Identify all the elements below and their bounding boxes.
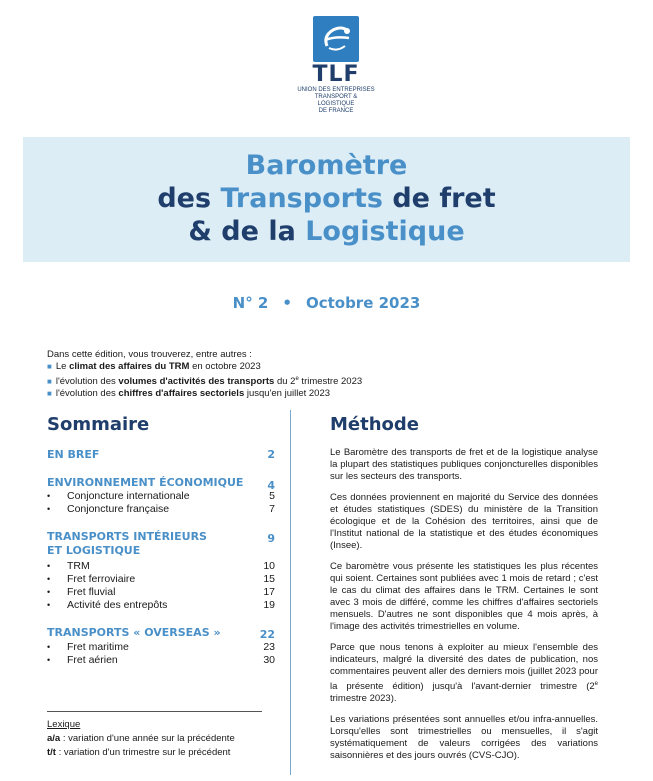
sommaire-column: [47, 414, 275, 666]
toc-section-overseas[interactable]: TRANSPORTS « OVERSEAS » 22: [47, 626, 275, 641]
lexique: [47, 711, 262, 760]
issue-line: [0, 294, 653, 312]
lexique-entry: t/t : variation d'un trimestre sur le précédent: [47, 747, 231, 758]
issue-number: N° 2: [232, 294, 269, 312]
toc-section-transports-interieurs[interactable]: TRANSPORTS INTÉRIEURS ET LOGISTIQUE 9: [47, 530, 275, 557]
column-divider: [290, 410, 291, 775]
square-bullet-icon: ■: [47, 362, 52, 371]
logo-emblem: [313, 16, 359, 62]
toc-item[interactable]: • Fret fluvial 17: [47, 586, 275, 598]
methode-paragraph: Parce que nous tenons à exploiter au mieux l'ensemble des indicateurs, malgré la diversité des dates de publication, nos commentaires peuvent aller des derniers mois (juillet 2023 pour la présente édition) jusqu'à l'avant-dernier trimestre (2e trimestre 2023).: [330, 642, 598, 705]
toc-section-en-bref[interactable]: EN BREF 2: [47, 448, 275, 461]
methode-paragraph: Les variations présentées sont annuelles et/ou infra-annuelles. Lorsqu'elles sont trimestrielles ou mensuelles, il s'agit systématiquement de valeurs corrigées des variations saisonnières et des jours ouvrés (CVS-CJO).: [330, 714, 598, 762]
issue-separator: •: [282, 294, 292, 312]
issue-date: Octobre 2023: [305, 294, 421, 312]
logo-name: TLF: [312, 62, 360, 87]
lexique-title: Lexique: [47, 719, 81, 730]
intro-lead: Dans cette édition, vous trouverez, entre autres :: [47, 349, 252, 360]
methode-paragraph: Ces données proviennent en majorité du Service des données et études statistiques (SDES) du ministère de la Transition écologique et de la Cohésion des territoires, ainsi que de l'Institut national de la statistique et des études économiques (Insee).: [330, 492, 598, 551]
toc-item[interactable]: • Activité des entrepôts 19: [47, 599, 275, 611]
square-bullet-icon: ■: [47, 377, 52, 387]
edition-intro: [47, 349, 362, 400]
intro-item: ■ Le climat des affaires du TRM en octobre 2023: [47, 361, 261, 372]
document-title: Baromètre des Transports de fret & de la Logistique: [157, 150, 496, 247]
logo-subtitle: UNION DES ENTREPRISES TRANSPORT & LOGISTIQUE DE FRANCE: [297, 87, 375, 114]
toc-item[interactable]: • Conjoncture internationale 5: [47, 490, 275, 502]
tlf-logo: [296, 16, 376, 115]
toc-item[interactable]: • Fret ferroviaire 15: [47, 573, 275, 585]
intro-item: ■ l'évolution des chiffres d'affaires sectoriels jusqu'en juillet 2023: [47, 388, 331, 400]
methode-paragraph: Ce baromètre vous présente les statistiques les plus récentes qui soient. Certaines sont publiées avec 1 mois de retard ; c'est le cas du climat des affaires dans le TRM. Certaines le sont avec 3 mois de différé, comme les chiffres d'affaires sectoriels mensuels. D'autres ne sont disponibles que 4 mois après, à l'image des activités trimestrielles en volume.: [330, 561, 598, 632]
square-bullet-icon: ■: [47, 389, 52, 399]
toc-item[interactable]: • Fret maritime 23: [47, 641, 275, 653]
globe-arrow-icon: [313, 16, 359, 62]
toc-section-environnement[interactable]: ENVIRONNEMENT ÉCONOMIQUE 4: [47, 476, 275, 492]
toc-item[interactable]: • TRM 10: [47, 560, 275, 572]
toc-item[interactable]: • Fret aérien 30: [47, 654, 275, 666]
methode-title: Méthode: [330, 414, 419, 435]
title-banner: [23, 137, 630, 262]
methode-paragraph: Le Baromètre des transports de fret et de la logistique analyse la plupart des statistiques publiques conjoncturelles disponibles sur les secteurs des transports.: [330, 447, 598, 482]
intro-item: ■ l'évolution des volumes d'activités des transports du 2e trimestre 2023: [47, 376, 363, 388]
toc-item[interactable]: • Conjoncture française 7: [47, 503, 275, 515]
lexique-entry: a/a : variation d'une année sur la précédente: [47, 733, 235, 744]
methode-column: [330, 414, 598, 771]
sommaire-title: Sommaire: [47, 414, 150, 435]
